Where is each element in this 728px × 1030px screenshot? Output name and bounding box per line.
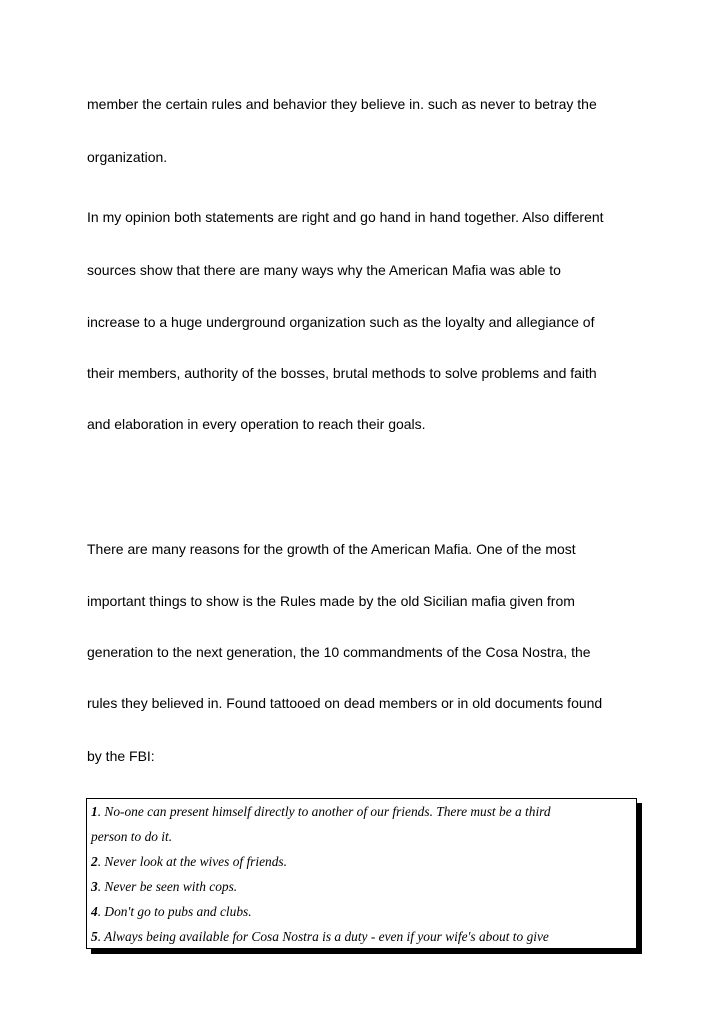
body-line: and elaboration in every operation to reach their goals. [87, 416, 426, 432]
body-line: important things to show is the Rules made by the old Sicilian mafia given from [87, 593, 575, 609]
body-line: generation to the next generation, the 10 commandments of the Cosa Nostra, the [87, 644, 591, 660]
commandments-box [86, 798, 637, 949]
commandment-line [91, 804, 551, 820]
body-line: by the FBI: [87, 748, 155, 764]
commandment-text: . Don't go to pubs and clubs. [97, 904, 252, 919]
commandment-line [91, 854, 287, 870]
commandment-text: . No-one can present himself directly to another of our friends. There must be a third [97, 804, 551, 819]
commandment-number: 5 [91, 929, 98, 944]
body-line: increase to a huge underground organization such as the loyalty and allegiance of [87, 314, 595, 330]
commandment-text: person to do it. [91, 829, 173, 844]
commandment-line [91, 929, 549, 945]
body-line: organization. [87, 149, 168, 165]
commandment-line [91, 904, 252, 920]
body-line: their members, authority of the bosses, brutal methods to solve problems and faith [87, 365, 597, 381]
commandment-number: 2 [91, 854, 98, 869]
commandment-number: 1 [91, 804, 98, 819]
body-line: There are many reasons for the growth of the American Mafia. One of the most [87, 541, 576, 557]
body-line: member the certain rules and behavior they believe in. such as never to betray the [87, 96, 597, 112]
body-line: sources show that there are many ways why the American Mafia was able to [87, 262, 561, 278]
commandment-line [91, 829, 172, 845]
body-line: In my opinion both statements are right and go hand in hand together. Also different [87, 209, 604, 225]
commandment-text: . Never look at the wives of friends. [97, 854, 287, 869]
commandment-number: 3 [91, 879, 98, 894]
commandment-number: 4 [91, 904, 98, 919]
commandment-line [91, 879, 237, 895]
commandment-text: . Never be seen with cops. [97, 879, 238, 894]
commandment-text: . Always being available for Cosa Nostra is a duty - even if your wife's about to give [97, 929, 549, 944]
body-line: rules they believed in. Found tattooed on dead members or in old documents found [87, 695, 603, 711]
